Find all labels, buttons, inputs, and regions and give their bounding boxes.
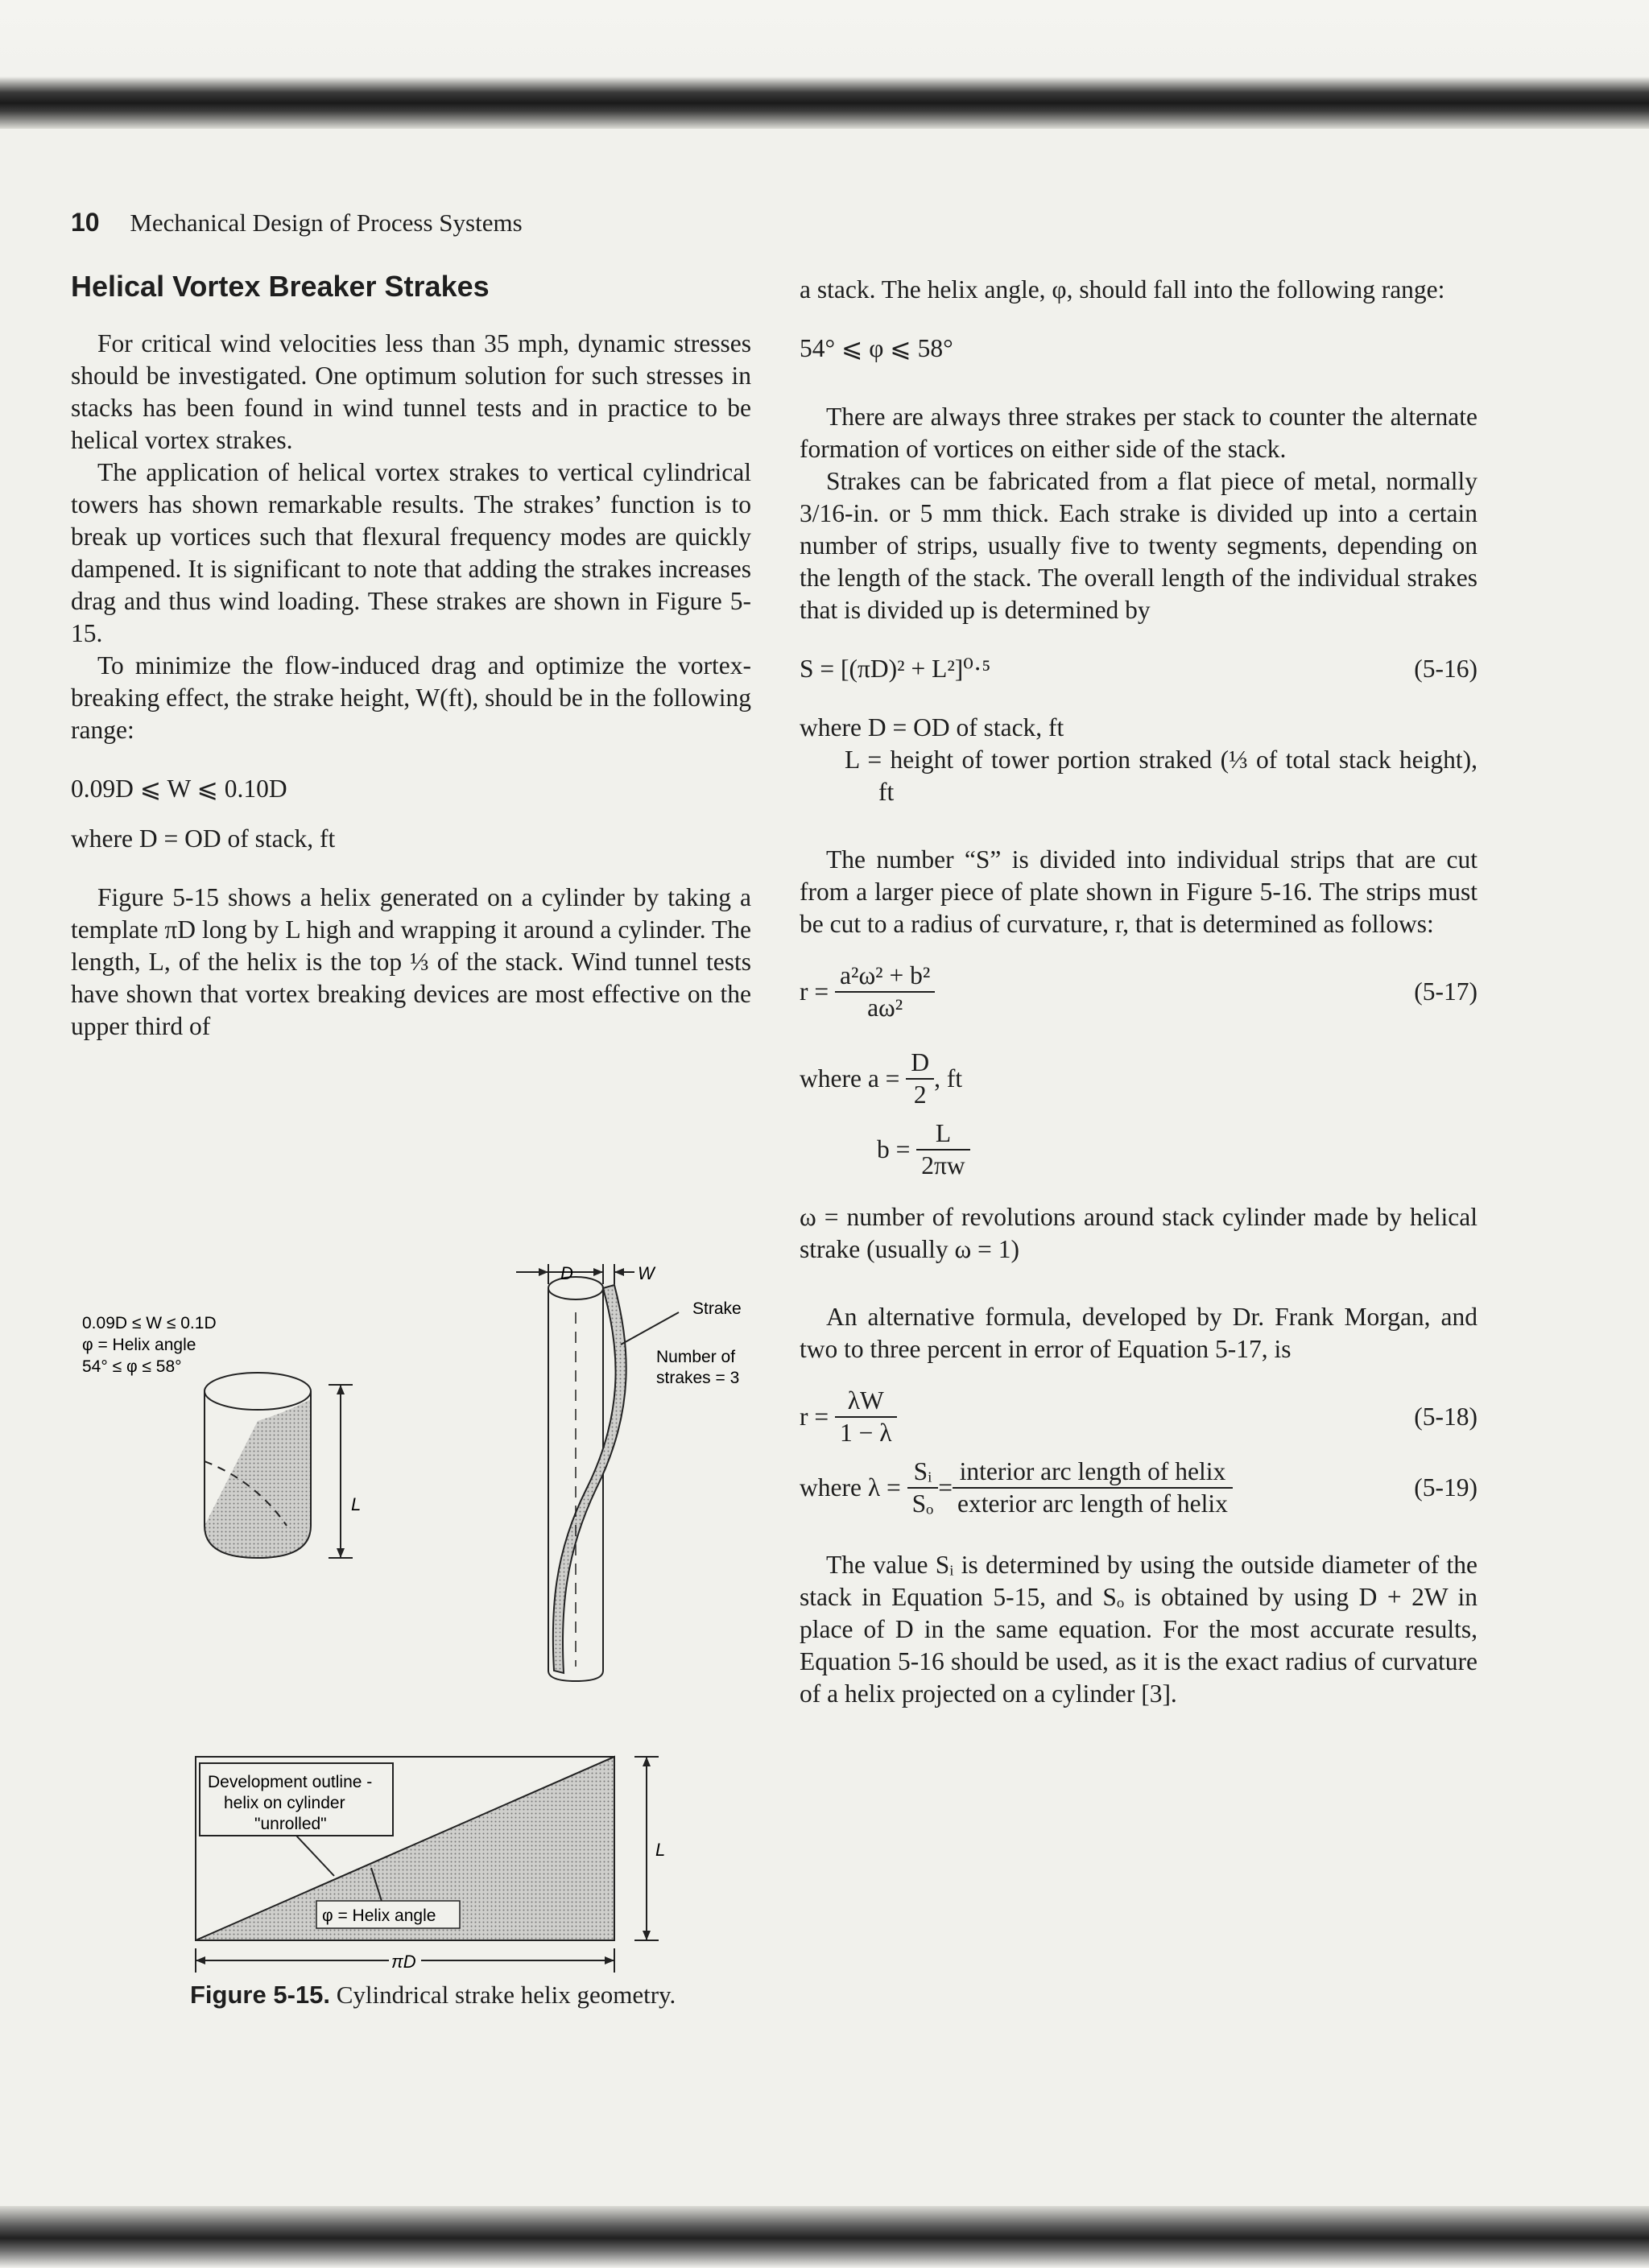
- running-title: Mechanical Design of Process Systems: [130, 209, 523, 237]
- label-l-development: L: [655, 1840, 666, 1860]
- equation-5-19: [800, 1452, 1477, 1523]
- label-strakes-count: strakes = 3: [656, 1369, 740, 1387]
- unit: , ft: [934, 1064, 963, 1093]
- numerator: a²ω² + b²: [835, 960, 935, 993]
- denominator: Sₒ: [911, 1489, 934, 1518]
- equation-number: (5-16): [1414, 655, 1477, 683]
- equation-5-17: [800, 956, 1477, 1027]
- numerator: Sᵢ: [907, 1456, 939, 1489]
- equals-sign: =: [938, 1473, 953, 1502]
- label-number-of: Number of: [656, 1348, 736, 1366]
- label-pi-d: πD: [391, 1952, 416, 1972]
- where-l: L = height of tower portion straked (⅓ of total stack height), ft: [845, 746, 1477, 806]
- short-cylinder: [205, 1373, 353, 1558]
- equation-number: (5-19): [1414, 1473, 1477, 1502]
- label-development-2: helix on cylinder: [224, 1794, 345, 1812]
- fraction: [907, 1456, 939, 1519]
- paragraph: Strakes can be fabricated from a flat piece of metal, normally 3/16-in. or 5 mm thick. Each strake is divided up into a certain number of strips, usually five to twenty segments, depending on the length of the stack. The overall length of the individual strakes that is divided up is determined by: [800, 467, 1477, 624]
- paragraph: a stack. The helix angle, φ, should fall into the following range:: [800, 275, 1445, 304]
- fraction: [906, 1047, 934, 1110]
- running-header: [71, 208, 523, 238]
- numerator: λW: [835, 1386, 897, 1418]
- label-strake: Strake: [692, 1299, 742, 1318]
- paragraph: The number “S” is divided into individual strips that are cut from a larger piece of plate shown in Figure 5-16. The strips must be cut to a radius of curvature, r, that is determined as follows:: [800, 845, 1477, 938]
- fraction: [953, 1456, 1233, 1519]
- numerator: D: [906, 1047, 934, 1080]
- where-b: [800, 1114, 1477, 1185]
- equation-angle-range: 54° ⩽ φ ⩽ 58°: [800, 334, 953, 362]
- where-d: where D = OD of stack, ft: [800, 713, 1064, 742]
- equation-number: (5-17): [1414, 977, 1477, 1006]
- paragraph: The value Sᵢ is determined by using the outside diameter of the stack in Equation 5-15, and Sₒ is obtained by using D + 2W in place of D in the same equation. For the most accurate results, Equation 5-16 should be used, as it is the exact radius of curvature of a helix projected on a cylinder [3].: [800, 1551, 1477, 1708]
- equation-5-16-body: S = [(πD)² + L²]⁰·⁵: [800, 655, 991, 683]
- eq-lhs: r =: [800, 977, 829, 1006]
- where-block: [800, 712, 1477, 808]
- denominator: 1 − λ: [840, 1419, 892, 1447]
- left-column: [71, 270, 751, 1043]
- page-number: 10: [71, 208, 100, 237]
- paragraph: Figure 5-15 shows a helix generated on a cylinder by taking a template πD long by L high and wrapping it around a cylinder. The length, L, of the helix is the top ⅓ of the stack. Wind tunnel tests have shown that vortex breaking devices are most effective on the upper third of: [71, 883, 751, 1040]
- denominator: exterior arc length of helix: [957, 1489, 1228, 1518]
- eq-lhs: r =: [800, 1403, 829, 1431]
- section-heading: Helical Vortex Breaker Strakes: [71, 270, 490, 303]
- label-development-1: Development outline -: [208, 1773, 373, 1791]
- equation-5-16: [800, 652, 1477, 686]
- label-w: W: [638, 1263, 655, 1283]
- paragraph: The application of helical vortex strakes to vertical cylindrical towers has shown remarkable results. The strakes’ function is to break up vortices such that flexural frequency modes are quickly dampened. It is significant to note that adding the strakes increases drag and thus wind loading. These strakes are shown in Figure 5-15.: [71, 458, 751, 647]
- caption-text: Cylindrical strake helix geometry.: [330, 1981, 676, 2009]
- numerator: L: [916, 1118, 969, 1151]
- omega-definition: ω = number of revolutions around stack cylinder made by helical strake (usually ω = 1): [800, 1203, 1477, 1263]
- eq-lhs: where λ =: [800, 1473, 901, 1502]
- tall-cylinder: [516, 1264, 679, 1681]
- note-angle-range: 54° ≤ φ ≤ 58°: [82, 1357, 182, 1376]
- eq-lhs: where a =: [800, 1064, 900, 1093]
- figure-5-15: [71, 1248, 751, 2021]
- caption-label: Figure 5-15.: [190, 1981, 330, 2009]
- where-a: [800, 1043, 1477, 1114]
- label-d: D: [560, 1263, 573, 1283]
- scan-border-bottom: [0, 2206, 1649, 2268]
- fraction: [835, 1386, 897, 1448]
- label-helix-angle: φ = Helix angle: [322, 1907, 436, 1925]
- note-helix-angle: φ = Helix angle: [82, 1336, 196, 1354]
- denominator: 2: [913, 1080, 927, 1109]
- numerator: interior arc length of helix: [953, 1456, 1233, 1489]
- figure-caption: [190, 1981, 676, 2010]
- denominator: 2πw: [921, 1151, 965, 1179]
- denominator: aω²: [867, 994, 903, 1022]
- label-l-short: L: [351, 1494, 362, 1514]
- equation-number: (5-18): [1414, 1403, 1477, 1431]
- note-w-range: 0.09D ≤ W ≤ 0.1D: [82, 1314, 217, 1332]
- scan-border-top: [0, 0, 1649, 129]
- equation-range: 0.09D ⩽ W ⩽ 0.10D: [71, 775, 287, 803]
- paragraph: There are always three strakes per stack to counter the alternate formation of vortices on either side of the stack.: [800, 403, 1477, 463]
- right-column: [800, 274, 1477, 1710]
- paragraph: To minimize the flow-induced drag and optimize the vortex-breaking effect, the strake height, W(ft), should be in the following range:: [71, 651, 751, 744]
- where-clause: where D = OD of stack, ft: [71, 824, 336, 853]
- fraction: [835, 960, 935, 1023]
- figure-drawing: [71, 1248, 751, 2021]
- paragraph: An alternative formula, developed by Dr. Frank Morgan, and two to three percent in error of Equation 5-17, is: [800, 1303, 1477, 1363]
- eq-lhs: b =: [877, 1135, 911, 1163]
- equation-5-18: [800, 1382, 1477, 1452]
- label-development-3: "unrolled": [254, 1815, 327, 1833]
- fraction: [916, 1118, 969, 1181]
- paragraph: For critical wind velocities less than 35 mph, dynamic stresses should be investigated. One optimum solution for such stresses in stacks has been found in wind tunnel tests and in practice to be helical vortex strakes.: [71, 329, 751, 454]
